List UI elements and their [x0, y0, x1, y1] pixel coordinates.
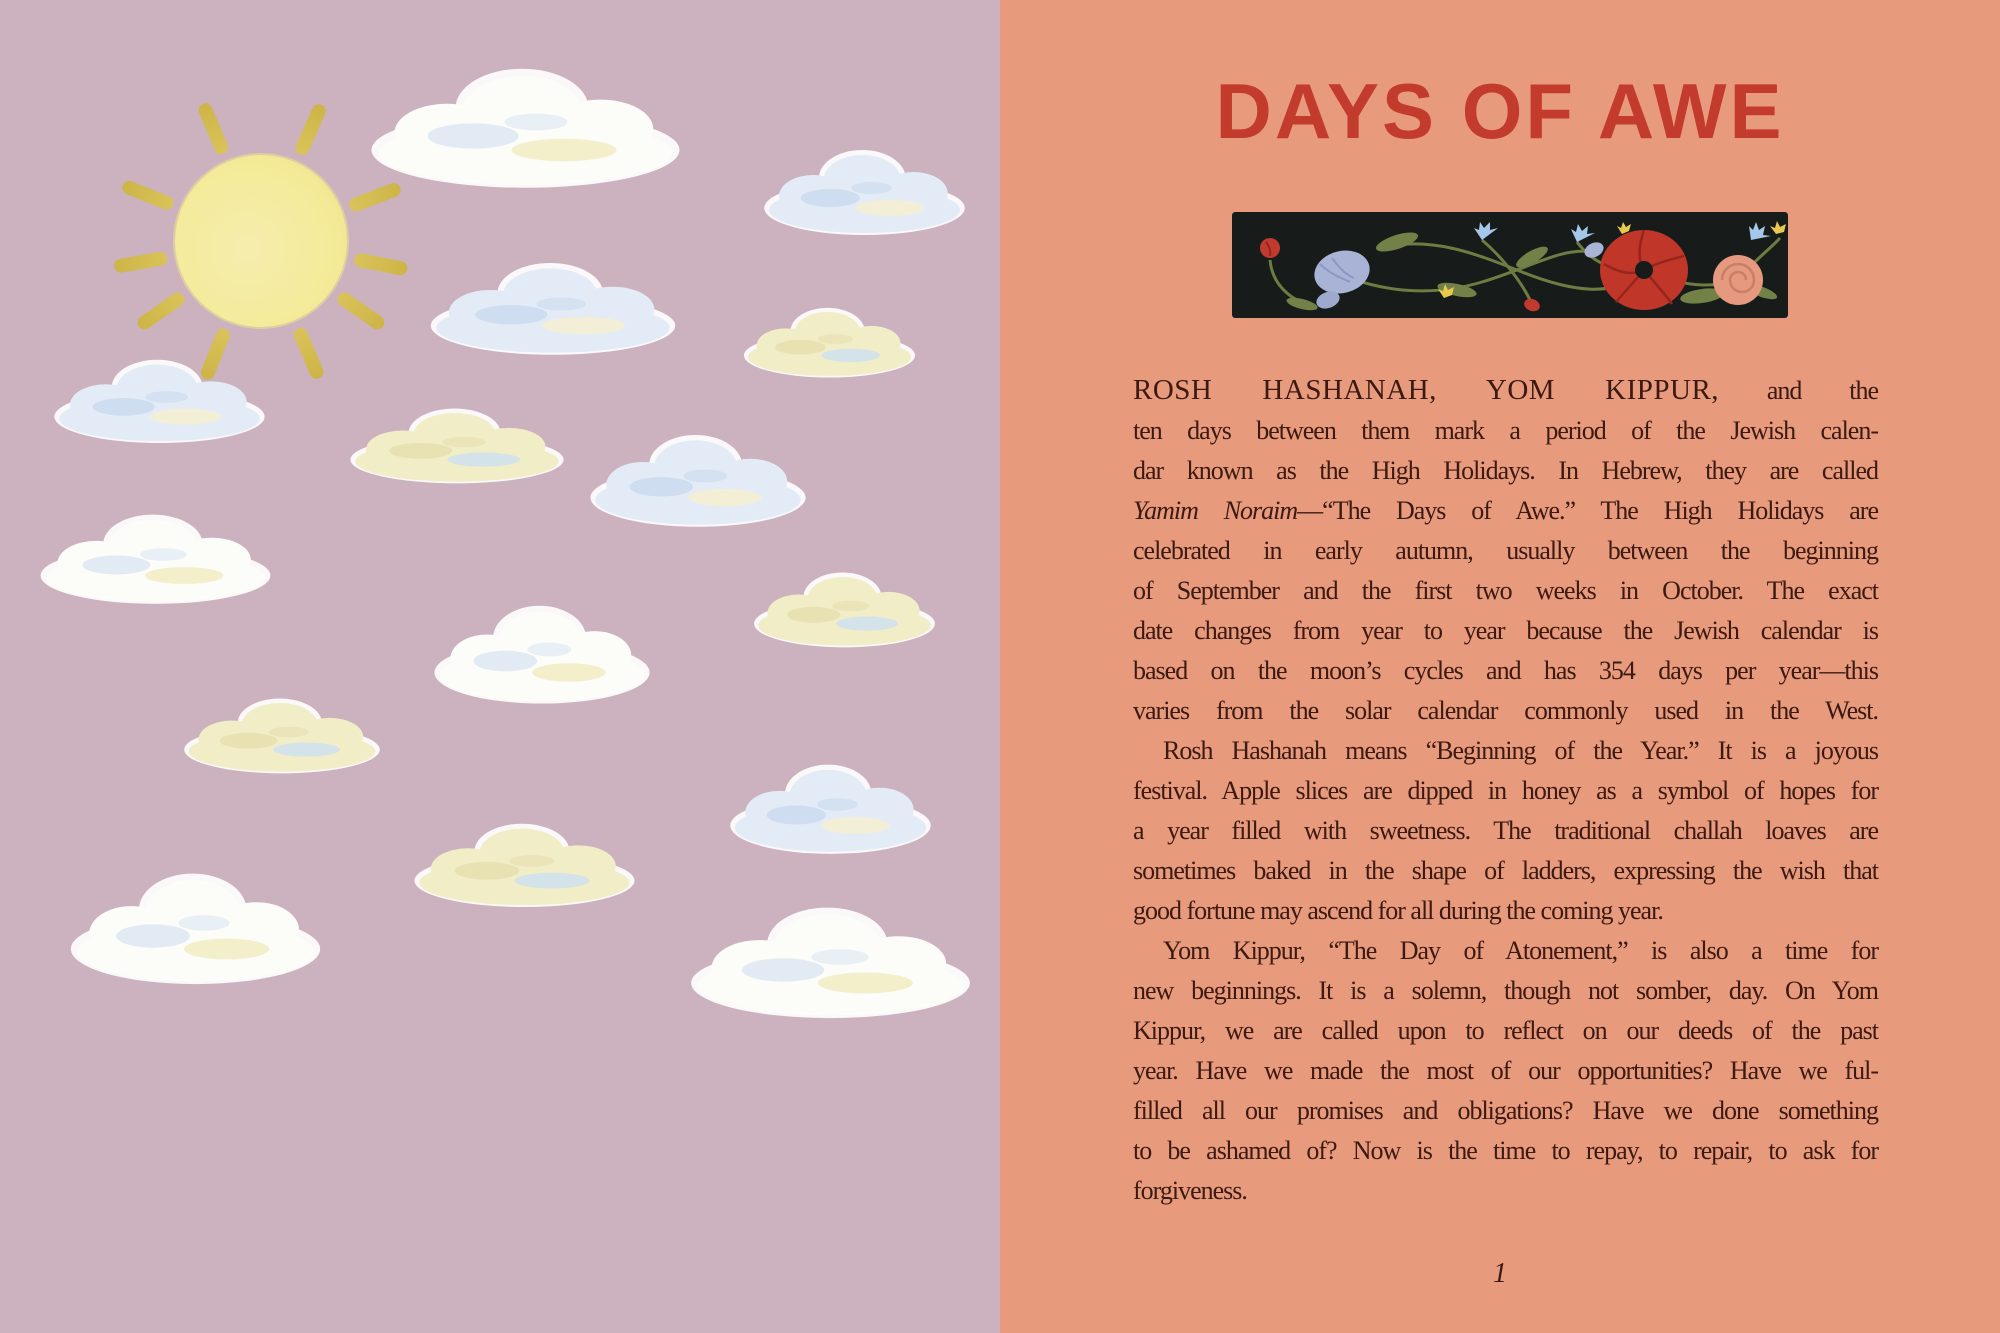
- cloud-icon: [52, 348, 267, 446]
- cloud-icon: [412, 812, 637, 910]
- body-line-text: a year filled with sweetness. The traditional challah loaves are: [1133, 816, 1878, 845]
- body-line-text: forgiveness.: [1133, 1176, 1247, 1205]
- body-line-text: celebrated in early autumn, usually between the beginning: [1133, 536, 1878, 565]
- sun-ray: [196, 101, 230, 156]
- body-line: [1133, 731, 1878, 771]
- body-line-text: good fortune may ascend for all during the coming year.: [1133, 896, 1663, 925]
- body-line-text: sometimes baked in the shape of ladders, expressing the wish that: [1133, 856, 1878, 885]
- body-line-text: ten days between them mark a period of the Jewish calen-: [1133, 416, 1878, 445]
- body-line-text: filled all our promises and obligations? Have we done something: [1133, 1096, 1878, 1125]
- page-number: 1: [1493, 1258, 1507, 1289]
- body-line: [1133, 771, 1878, 811]
- sun-ray: [135, 290, 187, 332]
- body-line: [1133, 691, 1878, 731]
- body-line-text: —“The Days of Awe.” The High Holidays are: [1297, 496, 1878, 525]
- cloud-icon: [762, 138, 967, 238]
- cloud-icon: [68, 858, 323, 988]
- body-line: [1133, 411, 1878, 451]
- cloud-icon: [752, 562, 937, 650]
- body-line: [1133, 1091, 1878, 1131]
- body-line-text: varies from the solar calendar commonly used in the West.: [1133, 696, 1878, 725]
- body-line: [1133, 1011, 1878, 1051]
- body-line-text: new beginnings. It is a solemn, though not somber, day. On Yom: [1133, 976, 1878, 1005]
- body-line-text: date changes from year to year because the Jewish calendar is: [1133, 616, 1878, 645]
- right-page: [1000, 0, 2000, 1333]
- body-line-text: Kippur, we are called upon to reflect on our deeds of the past: [1133, 1016, 1878, 1045]
- body-line-text: based on the moon’s cycles and has 354 days per year—this: [1133, 656, 1878, 685]
- sun-ray: [335, 290, 387, 332]
- body-line-text: of September and the first two weeks in October. The exact: [1133, 576, 1878, 605]
- cloud-icon: [742, 298, 917, 380]
- body-line: [1133, 851, 1878, 891]
- body-line-text: dar known as the High Holidays. In Hebrew, they are called: [1133, 456, 1878, 485]
- cloud-icon: [38, 502, 273, 607]
- body-line: [1133, 1131, 1878, 1171]
- body-line: [1133, 370, 1878, 411]
- body-line-text: Rosh Hashanah means “Beginning of the Year.” It is a joyous: [1163, 736, 1878, 765]
- body-line: [1133, 971, 1878, 1011]
- cloud-icon: [728, 752, 933, 857]
- body-text: [1133, 370, 1878, 1211]
- lead-in-text: ROSH HASHANAH, YOM KIPPUR,: [1133, 374, 1720, 406]
- sun-ray: [113, 251, 169, 274]
- cloud-icon: [428, 250, 678, 358]
- body-line: [1133, 651, 1878, 691]
- body-line: [1133, 1051, 1878, 1091]
- body-line-text: to be ashamed of? Now is the time to repay, to repair, to ask for: [1133, 1136, 1878, 1165]
- cloud-icon: [182, 688, 382, 776]
- body-line: [1133, 491, 1878, 531]
- sun-core: [175, 155, 347, 327]
- body-line: [1133, 531, 1878, 571]
- body-line-text: festival. Apple slices are dipped in honey as a symbol of hopes for: [1133, 776, 1878, 805]
- body-line: [1133, 451, 1878, 491]
- cloud-icon: [588, 422, 808, 530]
- cloud-icon: [688, 892, 973, 1022]
- body-line-text: Yom Kippur, “The Day of Atonement,” is also a time for: [1163, 936, 1878, 965]
- cloud-icon: [368, 52, 683, 192]
- body-line-text: year. Have we made the most of our opportunities? Have we ful-: [1133, 1056, 1878, 1085]
- body-line-text: and the: [1719, 376, 1878, 405]
- cloud-icon: [432, 592, 652, 707]
- body-line: [1133, 611, 1878, 651]
- sun-ray: [292, 326, 326, 381]
- body-line: [1133, 1171, 1878, 1211]
- sun-ray: [293, 102, 328, 157]
- floral-banner-illustration: [1232, 212, 1788, 318]
- page-title: DAYS OF AWE: [1215, 67, 1785, 155]
- body-line: [1133, 571, 1878, 611]
- cloud-icon: [348, 398, 566, 486]
- body-line: [1133, 891, 1878, 931]
- body-line-text: Yamim Noraim: [1133, 496, 1298, 525]
- sun-ray: [120, 179, 175, 212]
- body-line: [1133, 931, 1878, 971]
- body-line: [1133, 811, 1878, 851]
- sun-ray: [353, 252, 409, 276]
